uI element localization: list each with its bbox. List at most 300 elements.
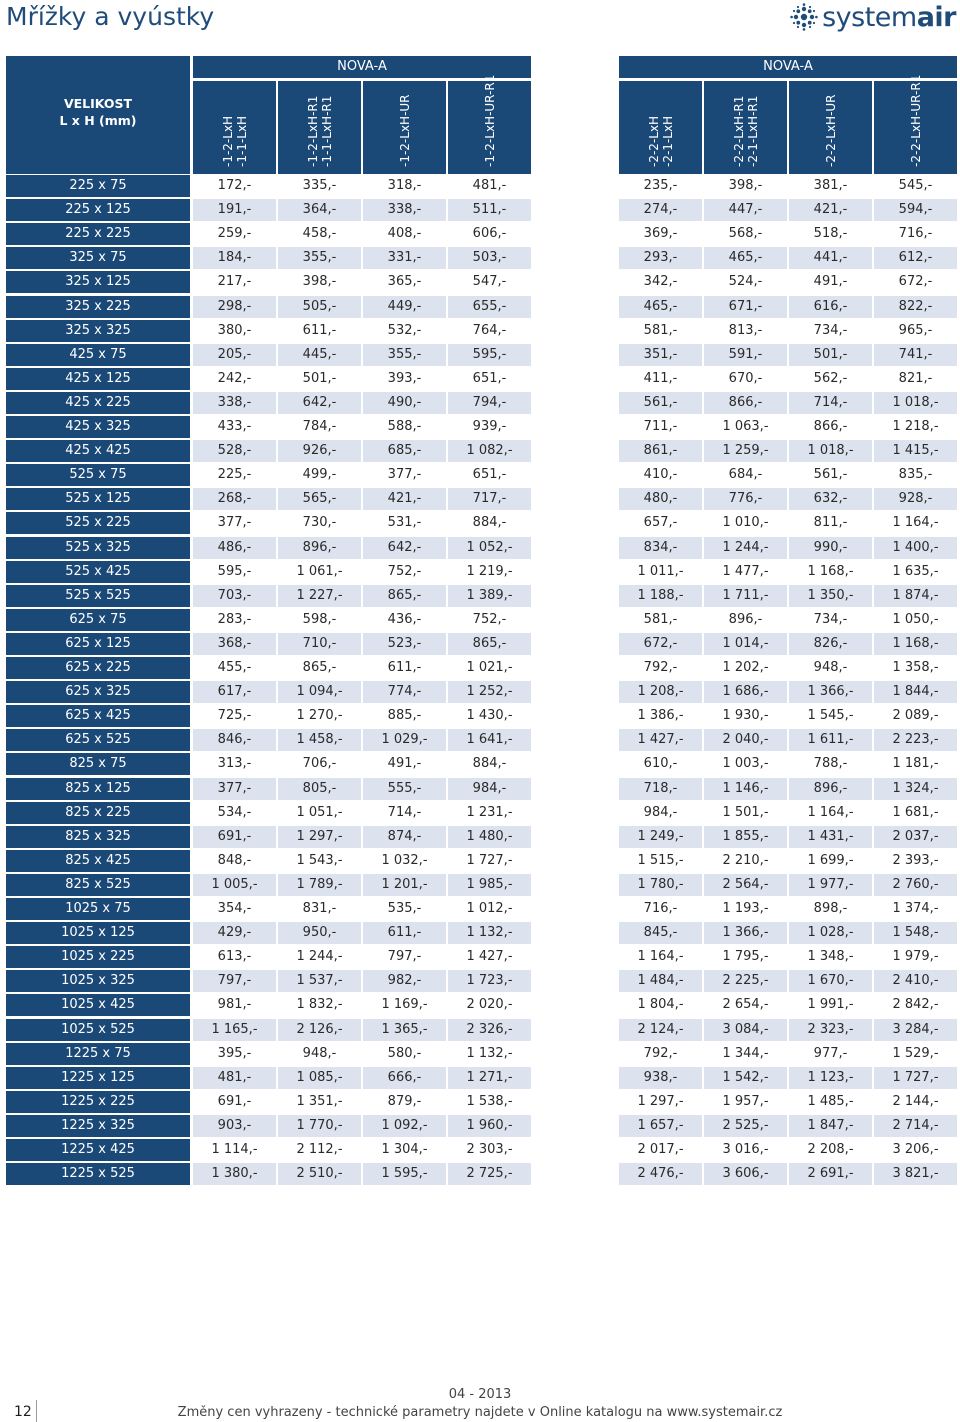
left-price-cell: 1 005,- xyxy=(193,874,276,896)
left-price-cell: 1 021,- xyxy=(466,660,513,675)
right-price-cell: 545,- xyxy=(898,178,933,193)
right-price-cell: 1 249,- xyxy=(619,826,702,848)
right-price-cell: 684,- xyxy=(728,467,763,483)
right-price-cell: 670,- xyxy=(728,370,763,386)
right-price-cell: 714,- xyxy=(789,392,872,414)
right-price-cell: 1 686,- xyxy=(704,681,787,703)
left-price-cell: 481,- xyxy=(472,178,507,193)
left-price-cell: 580,- xyxy=(387,1045,422,1061)
left-price-cell: 642,- xyxy=(278,392,361,414)
left-price-cell: 1 270,- xyxy=(296,708,343,724)
right-price-cell: 672,- xyxy=(898,274,933,290)
left-price-cell: 606,- xyxy=(472,226,507,242)
left-price-cell: 617,- xyxy=(193,681,276,703)
right-price-cell: 421,- xyxy=(789,199,872,221)
left-price-cell: 706,- xyxy=(302,756,337,772)
left-price-cell: 217,- xyxy=(217,274,252,290)
right-price-cell: 1 297,- xyxy=(637,1093,684,1109)
right-price-cell: 480,- xyxy=(619,488,702,510)
left-price-cell: 377,- xyxy=(387,467,422,483)
right-price-cell: 671,- xyxy=(704,296,787,318)
left-price-cell: 982,- xyxy=(363,970,446,992)
left-price-cell: 1 094,- xyxy=(278,681,361,703)
left-price-cell: 2 510,- xyxy=(278,1163,361,1185)
right-price-cell: 1 400,- xyxy=(874,537,957,559)
right-price-cell: 813,- xyxy=(728,322,763,338)
left-price-cell: 865,- xyxy=(302,660,337,675)
right-price-cell: 1 611,- xyxy=(789,729,872,751)
right-price-cell: 2 017,- xyxy=(637,1142,684,1157)
right-price-cell: 501,- xyxy=(789,344,872,366)
right-price-cell: 3 206,- xyxy=(892,1142,939,1157)
left-price-cell: 1 169,- xyxy=(381,997,428,1013)
left-price-cell: 1 389,- xyxy=(448,585,531,607)
right-price-cell: 741,- xyxy=(874,344,957,366)
left-price-cell: 313,- xyxy=(217,756,252,772)
row-size-label: 1225 x 225 xyxy=(6,1091,190,1113)
right-price-cell: 1 431,- xyxy=(789,826,872,848)
left-price-cell: 259,- xyxy=(217,226,252,242)
left-price-cell: 1 227,- xyxy=(278,585,361,607)
row-size-label: 1025 x 125 xyxy=(6,922,190,944)
left-price-cell: 1 052,- xyxy=(448,537,531,559)
row-size-label: 625 x 325 xyxy=(6,681,190,703)
right-price-cell: 2 225,- xyxy=(704,970,787,992)
right-price-cell: 1 681,- xyxy=(892,804,939,820)
right-price-cell: 1 050,- xyxy=(892,611,939,627)
left-price-cell: 398,- xyxy=(302,274,337,290)
left-price-cell: 1 252,- xyxy=(448,681,531,703)
left-price-cell: 1 770,- xyxy=(278,1115,361,1137)
right-price-cell: 293,- xyxy=(619,247,702,269)
row-size-label: 425 x 125 xyxy=(6,368,190,390)
right-price-cell: 1 711,- xyxy=(704,585,787,607)
right-price-cell: 1 010,- xyxy=(722,515,769,531)
right-price-cell: 568,- xyxy=(728,226,763,242)
right-price-cell: 1 670,- xyxy=(789,970,872,992)
left-price-cell: 655,- xyxy=(448,296,531,318)
left-price-cell: 433,- xyxy=(217,419,252,434)
left-price-cell: 565,- xyxy=(278,488,361,510)
left-price-cell: 268,- xyxy=(193,488,276,510)
row-size-label: 325 x 125 xyxy=(6,271,190,293)
left-price-cell: 2 303,- xyxy=(466,1142,513,1157)
left-price-cell: 896,- xyxy=(278,537,361,559)
left-price-cell: 598,- xyxy=(302,611,337,627)
right-price-cell: 616,- xyxy=(789,296,872,318)
row-size-label: 425 x 325 xyxy=(6,416,190,438)
left-price-cell: 429,- xyxy=(193,922,276,944)
left-price-cell: 377,- xyxy=(193,778,276,800)
left-price-cell: 172,- xyxy=(217,178,252,193)
right-group-title: NOVA-A xyxy=(619,56,957,78)
row-size-label: 625 x 425 xyxy=(6,705,190,727)
right-price-cell: 1 795,- xyxy=(722,949,769,965)
left-price-cell: 2 020,- xyxy=(466,997,513,1013)
row-size-label: 1025 x 75 xyxy=(6,898,190,920)
right-price-cell: 984,- xyxy=(643,804,678,820)
left-price-cell: 535,- xyxy=(387,901,422,916)
right-price-cell: 1 635,- xyxy=(892,563,939,579)
right-price-cell: 410,- xyxy=(643,467,678,483)
left-price-cell: 503,- xyxy=(448,247,531,269)
left-price-cell: 703,- xyxy=(193,585,276,607)
right-price-cell: 1 477,- xyxy=(722,563,769,579)
right-price-cell: 896,- xyxy=(728,611,763,627)
left-price-cell: 784,- xyxy=(302,419,337,434)
left-price-cell: 865,- xyxy=(448,633,531,655)
right-price-cell: 1 193,- xyxy=(722,901,769,916)
right-price-cell: 1 545,- xyxy=(807,708,854,724)
left-price-cell: 1 480,- xyxy=(448,826,531,848)
row-size-label: 1225 x 125 xyxy=(6,1067,190,1089)
left-price-cell: 730,- xyxy=(302,515,337,531)
left-price-cell: 884,- xyxy=(472,756,507,772)
right-price-cell: 1 208,- xyxy=(619,681,702,703)
left-price-cell: 984,- xyxy=(448,778,531,800)
left-price-cell: 511,- xyxy=(448,199,531,221)
left-price-cell: 725,- xyxy=(217,708,252,724)
left-column-header-2-line-2: -1-1-LxH-R1 xyxy=(319,95,334,167)
left-price-cell: 331,- xyxy=(363,247,446,269)
left-price-cell: 595,- xyxy=(217,563,252,579)
right-price-cell: 948,- xyxy=(813,660,848,675)
right-price-cell: 821,- xyxy=(898,370,933,386)
left-price-cell: 491,- xyxy=(387,756,422,772)
right-price-cell: 447,- xyxy=(704,199,787,221)
right-price-cell: 718,- xyxy=(619,778,702,800)
logo-wordmark: systemair xyxy=(822,1,956,33)
right-price-cell: 411,- xyxy=(643,370,678,386)
left-price-cell: 884,- xyxy=(472,515,507,531)
right-price-cell: 792,- xyxy=(643,660,678,675)
left-price-cell: 926,- xyxy=(278,440,361,462)
left-price-cell: 555,- xyxy=(363,778,446,800)
row-size-label: 425 x 425 xyxy=(6,440,190,462)
right-price-cell: 2 124,- xyxy=(619,1019,702,1041)
left-price-cell: 691,- xyxy=(217,1093,252,1109)
right-column-header-2-line-2: -2-1-LxH-R1 xyxy=(745,95,760,167)
right-price-cell: 2 691,- xyxy=(789,1163,872,1185)
left-price-cell: 846,- xyxy=(193,729,276,751)
right-price-cell: 1 804,- xyxy=(637,997,684,1013)
footer-date: 04 - 2013 xyxy=(448,1387,512,1402)
left-price-cell: 879,- xyxy=(387,1093,422,1109)
right-price-cell: 2 323,- xyxy=(789,1019,872,1041)
left-price-cell: 611,- xyxy=(387,660,422,675)
size-header-line2: L x H (mm) xyxy=(59,113,137,128)
right-price-cell: 1 657,- xyxy=(619,1115,702,1137)
size-header xyxy=(6,56,190,174)
left-price-cell: 191,- xyxy=(193,199,276,221)
left-column-header-1-line-1: -1-2-LxH xyxy=(220,115,235,167)
right-column-header-1 xyxy=(619,81,702,174)
left-price-cell: 1 458,- xyxy=(278,729,361,751)
left-column-header-2 xyxy=(278,81,361,174)
right-price-cell: 866,- xyxy=(704,392,787,414)
right-price-cell: 1 529,- xyxy=(892,1045,939,1061)
left-price-cell: 532,- xyxy=(387,322,422,338)
left-price-cell: 595,- xyxy=(448,344,531,366)
left-price-cell: 797,- xyxy=(193,970,276,992)
right-price-cell: 3 821,- xyxy=(874,1163,957,1185)
left-price-cell: 613,- xyxy=(217,949,252,965)
left-price-cell: 885,- xyxy=(387,708,422,724)
right-price-cell: 1 218,- xyxy=(892,419,939,434)
left-price-cell: 948,- xyxy=(302,1045,337,1061)
left-price-cell: 2 126,- xyxy=(278,1019,361,1041)
right-price-cell: 2 760,- xyxy=(874,874,957,896)
right-price-cell: 1 164,- xyxy=(807,804,854,820)
row-size-label: 325 x 75 xyxy=(6,247,190,269)
right-price-cell: 1 018,- xyxy=(789,440,872,462)
left-price-cell: 831,- xyxy=(302,901,337,916)
left-price-cell: 1 114,- xyxy=(211,1142,258,1157)
left-price-cell: 710,- xyxy=(278,633,361,655)
right-price-cell: 734,- xyxy=(813,611,848,627)
right-price-cell: 826,- xyxy=(789,633,872,655)
right-price-cell: 1 374,- xyxy=(892,901,939,916)
left-price-cell: 611,- xyxy=(302,322,337,338)
right-price-cell: 861,- xyxy=(619,440,702,462)
right-column-header-1-line-2: -2-1-LxH xyxy=(660,115,675,167)
row-size-label: 1025 x 325 xyxy=(6,970,190,992)
left-price-cell: 1 092,- xyxy=(363,1115,446,1137)
left-price-cell: 481,- xyxy=(193,1067,276,1089)
row-size-label: 525 x 75 xyxy=(6,464,190,486)
right-price-cell: 866,- xyxy=(813,419,848,434)
row-size-label: 1225 x 325 xyxy=(6,1115,190,1137)
left-price-cell: 408,- xyxy=(387,226,422,242)
left-column-header-1-line-2: -1-1-LxH xyxy=(234,115,249,167)
right-price-cell: 711,- xyxy=(643,419,678,434)
right-price-cell: 518,- xyxy=(813,226,848,242)
left-price-cell: 874,- xyxy=(363,826,446,848)
right-price-cell: 1 957,- xyxy=(722,1093,769,1109)
right-price-cell: 612,- xyxy=(874,247,957,269)
right-price-cell: 1 350,- xyxy=(789,585,872,607)
left-price-cell: 354,- xyxy=(217,901,252,916)
left-price-cell: 1 832,- xyxy=(296,997,343,1013)
right-price-cell: 672,- xyxy=(619,633,702,655)
right-price-cell: 1 168,- xyxy=(874,633,957,655)
left-price-cell: 1 380,- xyxy=(193,1163,276,1185)
left-price-cell: 1 351,- xyxy=(296,1093,343,1109)
right-price-cell: 845,- xyxy=(619,922,702,944)
left-price-cell: 534,- xyxy=(217,804,252,820)
row-size-label: 825 x 125 xyxy=(6,778,190,800)
row-size-label: 1025 x 525 xyxy=(6,1019,190,1041)
right-price-cell: 1 427,- xyxy=(619,729,702,751)
right-price-cell: 2 842,- xyxy=(892,997,939,1013)
right-price-cell: 1 028,- xyxy=(789,922,872,944)
left-price-cell: 449,- xyxy=(363,296,446,318)
right-price-cell: 822,- xyxy=(874,296,957,318)
left-price-cell: 1 543,- xyxy=(296,852,343,868)
right-price-cell: 235,- xyxy=(643,178,678,193)
left-price-cell: 939,- xyxy=(472,419,507,434)
left-price-cell: 1 985,- xyxy=(448,874,531,896)
row-size-label: 425 x 225 xyxy=(6,392,190,414)
right-price-cell: 3 016,- xyxy=(722,1142,769,1157)
right-price-cell: 1 415,- xyxy=(874,440,957,462)
right-price-cell: 561,- xyxy=(619,392,702,414)
right-price-cell: 1 844,- xyxy=(874,681,957,703)
left-price-cell: 1 029,- xyxy=(363,729,446,751)
row-size-label: 1025 x 425 xyxy=(6,994,190,1016)
right-price-cell: 835,- xyxy=(898,467,933,483)
right-price-cell: 581,- xyxy=(643,322,678,338)
row-size-label: 225 x 225 xyxy=(6,223,190,245)
right-price-cell: 3 606,- xyxy=(704,1163,787,1185)
right-price-cell: 561,- xyxy=(813,467,848,483)
right-price-cell: 834,- xyxy=(619,537,702,559)
right-price-cell: 1 011,- xyxy=(637,563,684,579)
right-price-cell: 1 003,- xyxy=(722,756,769,772)
right-price-cell: 2 410,- xyxy=(874,970,957,992)
row-size-label: 625 x 75 xyxy=(6,609,190,631)
left-price-cell: 505,- xyxy=(278,296,361,318)
left-price-cell: 691,- xyxy=(193,826,276,848)
row-size-label: 525 x 225 xyxy=(6,512,190,534)
left-price-cell: 1 082,- xyxy=(448,440,531,462)
systemair-logo xyxy=(790,2,956,32)
left-price-cell: 547,- xyxy=(472,274,507,290)
right-price-cell: 610,- xyxy=(643,756,678,772)
right-price-cell: 2 223,- xyxy=(874,729,957,751)
left-price-cell: 355,- xyxy=(363,344,446,366)
left-price-cell: 490,- xyxy=(363,392,446,414)
row-size-label: 825 x 225 xyxy=(6,802,190,824)
right-price-cell: 938,- xyxy=(619,1067,702,1089)
right-price-cell: 990,- xyxy=(789,537,872,559)
right-price-cell: 1 164,- xyxy=(637,949,684,965)
left-price-cell: 903,- xyxy=(193,1115,276,1137)
left-price-cell: 1 304,- xyxy=(381,1142,428,1157)
right-price-cell: 274,- xyxy=(619,199,702,221)
right-price-cell: 398,- xyxy=(728,178,763,193)
right-price-cell: 2 208,- xyxy=(807,1142,854,1157)
right-price-cell: 1 386,- xyxy=(637,708,684,724)
right-column-header-4 xyxy=(874,74,957,174)
left-price-cell: 338,- xyxy=(363,199,446,221)
right-price-cell: 1 344,- xyxy=(722,1045,769,1061)
right-price-cell: 811,- xyxy=(813,515,848,531)
right-price-cell: 657,- xyxy=(643,515,678,531)
right-price-cell: 524,- xyxy=(728,274,763,290)
left-price-cell: 865,- xyxy=(363,585,446,607)
right-price-cell: 977,- xyxy=(813,1045,848,1061)
right-price-cell: 1 168,- xyxy=(807,563,854,579)
right-price-cell: 1 515,- xyxy=(637,852,684,868)
right-price-cell: 562,- xyxy=(813,370,848,386)
right-price-cell: 491,- xyxy=(813,274,848,290)
left-price-cell: 588,- xyxy=(387,419,422,434)
row-size-label: 325 x 325 xyxy=(6,320,190,342)
left-price-cell: 2 326,- xyxy=(448,1019,531,1041)
right-price-cell: 1 484,- xyxy=(619,970,702,992)
left-column-header-3 xyxy=(363,81,446,174)
row-size-label: 825 x 525 xyxy=(6,874,190,896)
left-price-cell: 242,- xyxy=(217,370,252,386)
row-size-label: 825 x 325 xyxy=(6,826,190,848)
left-price-cell: 1 051,- xyxy=(296,804,343,820)
right-column-header-2 xyxy=(704,81,787,174)
left-price-cell: 455,- xyxy=(217,660,252,675)
left-price-cell: 1 960,- xyxy=(448,1115,531,1137)
left-price-cell: 184,- xyxy=(193,247,276,269)
left-price-cell: 794,- xyxy=(448,392,531,414)
right-price-cell: 2 144,- xyxy=(892,1093,939,1109)
right-price-cell: 351,- xyxy=(619,344,702,366)
right-column-header-3 xyxy=(789,81,872,174)
left-price-cell: 714,- xyxy=(387,804,422,820)
right-price-cell: 792,- xyxy=(643,1045,678,1061)
right-price-cell: 1 202,- xyxy=(722,660,769,675)
right-price-cell: 928,- xyxy=(874,488,957,510)
right-price-cell: 1 501,- xyxy=(722,804,769,820)
left-price-cell: 1 061,- xyxy=(296,563,343,579)
right-price-cell: 716,- xyxy=(643,901,678,916)
left-price-cell: 685,- xyxy=(363,440,446,462)
left-price-cell: 1 165,- xyxy=(193,1019,276,1041)
row-size-label: 825 x 425 xyxy=(6,850,190,872)
left-column-header-1 xyxy=(193,81,276,174)
right-price-cell: 1 874,- xyxy=(874,585,957,607)
row-size-label: 525 x 125 xyxy=(6,488,190,510)
right-price-cell: 2 393,- xyxy=(892,852,939,868)
left-price-cell: 445,- xyxy=(278,344,361,366)
left-column-header-2-line-1: -1-2-LxH-R1 xyxy=(305,95,320,167)
right-price-cell: 2 040,- xyxy=(704,729,787,751)
row-size-label: 1225 x 525 xyxy=(6,1163,190,1185)
row-size-label: 225 x 75 xyxy=(6,175,190,197)
left-column-header-4 xyxy=(448,74,531,174)
right-price-cell: 465,- xyxy=(619,296,702,318)
right-price-cell: 776,- xyxy=(704,488,787,510)
left-price-cell: 338,- xyxy=(193,392,276,414)
page-title: Mřížky a vyústky xyxy=(6,2,215,31)
left-price-cell: 1 538,- xyxy=(466,1093,513,1109)
right-price-cell: 965,- xyxy=(898,322,933,338)
left-column-header-3-line-1: -1-2-LxH-UR xyxy=(397,94,412,167)
left-price-cell: 1 723,- xyxy=(448,970,531,992)
left-price-cell: 380,- xyxy=(217,322,252,338)
footer-note: Změny cen vyhrazeny - technické parametry najdete v Online katalogu na www.systemair.cz xyxy=(177,1405,783,1420)
right-price-cell: 2 037,- xyxy=(874,826,957,848)
right-price-cell: 1 855,- xyxy=(704,826,787,848)
left-price-cell: 848,- xyxy=(217,852,252,868)
right-price-cell: 2 714,- xyxy=(874,1115,957,1137)
row-size-label: 625 x 225 xyxy=(6,657,190,679)
left-price-cell: 805,- xyxy=(278,778,361,800)
left-column-header-4-line-1: -1-2-LxH-UR-R1 xyxy=(482,74,497,167)
left-price-cell: 1 595,- xyxy=(363,1163,446,1185)
left-price-cell: 205,- xyxy=(193,344,276,366)
left-price-cell: 1 132,- xyxy=(448,922,531,944)
left-price-cell: 1 789,- xyxy=(278,874,361,896)
left-price-cell: 1 427,- xyxy=(466,949,513,965)
left-price-cell: 225,- xyxy=(217,467,252,483)
left-price-cell: 283,- xyxy=(217,611,252,627)
right-price-cell: 2 476,- xyxy=(619,1163,702,1185)
right-price-cell: 734,- xyxy=(813,322,848,338)
row-size-label: 325 x 225 xyxy=(6,296,190,318)
left-price-cell: 523,- xyxy=(363,633,446,655)
row-size-label: 425 x 75 xyxy=(6,344,190,366)
left-price-cell: 421,- xyxy=(363,488,446,510)
right-price-cell: 1 146,- xyxy=(704,778,787,800)
